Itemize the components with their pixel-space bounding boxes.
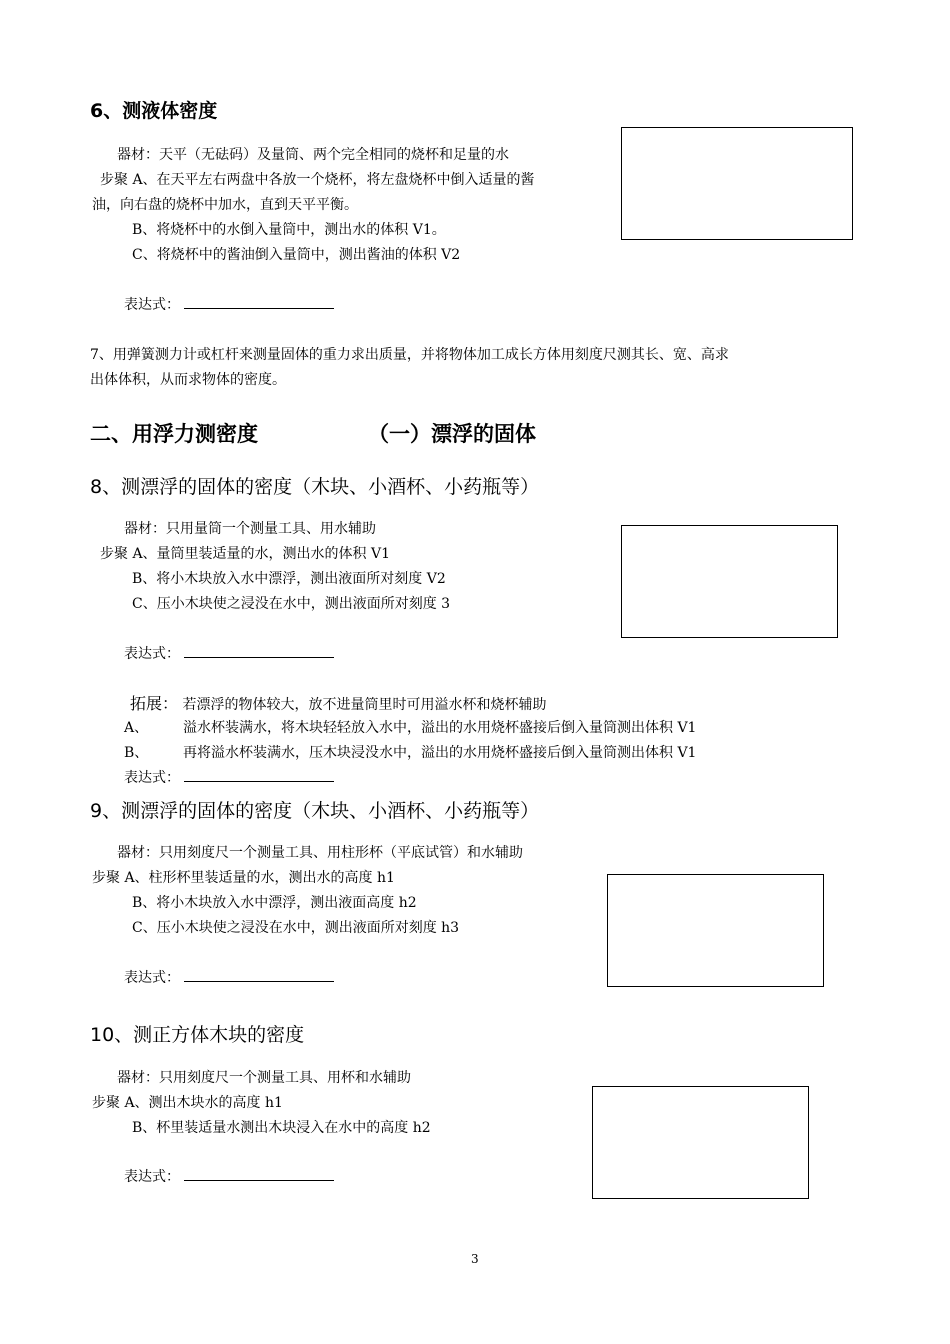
s10-answer-line (184, 1166, 334, 1181)
s10-expr-label: 表达式： (124, 1169, 180, 1185)
section-6-title: 6、测液体密度 (90, 100, 218, 122)
section-2-title: 二、用浮力测密度 (90, 422, 258, 446)
section-2-subtitle: （一）漂浮的固体 (368, 422, 536, 446)
s8-expression-2 (124, 767, 334, 787)
s10-materials: 器材：只用刻度尺一个测量工具、用杯和水辅助 (117, 1070, 411, 1086)
s8-expr2-label: 表达式： (124, 770, 180, 786)
s8-expression (124, 643, 334, 663)
s8-step-c: C、压小木块使之浸没在水中，测出液面所对刻度 3 (132, 596, 451, 612)
s9-step-a: 步聚 A、柱形杯里装适量的水，测出水的高度 h1 (92, 870, 395, 886)
s9-answer-line (184, 967, 334, 982)
section-8-title: 8、测漂浮的固体的密度（木块、小酒杯、小药瓶等） (90, 476, 540, 498)
s8-ext-a: 溢水杯装满水，将木块轻轻放入水中，溢出的水用烧杯盛接后倒入量筒测出体积 V1 (183, 720, 697, 736)
s8-ext-a-label: A、 (124, 720, 149, 736)
s10-step-b: B、杯里装适量水测出木块浸入在水中的高度 h2 (132, 1120, 431, 1136)
s6-expression (124, 294, 334, 314)
s6-step-b: B、将烧杯中的水倒入量筒中，测出水的体积 V1。 (132, 222, 446, 238)
s7-line1: 7、用弹簧测力计或杠杆来测量固体的重力求出质量，并将物体加工成长方体用刻度尺测其长、宽、高求 (90, 347, 729, 363)
s8-diagram-box (621, 525, 838, 638)
s8-extension (130, 691, 546, 714)
s9-step-c: C、压小木块使之浸没在水中，测出液面所对刻度 h3 (132, 920, 460, 936)
s8-ext-b-label: B、 (124, 745, 149, 761)
s6-step-a1: 步聚 A、在天平左右两盘中各放一个烧杯，将左盘烧杯中倒入适量的酱 (100, 172, 535, 188)
s8-ext-b: 再将溢水杯装满水，压木块浸没水中，溢出的水用烧杯盛接后倒入量筒测出体积 V1 (183, 745, 697, 761)
s9-diagram-box (607, 874, 824, 987)
s7-line2: 出体体积，从而求物体的密度。 (90, 372, 286, 388)
s8-answer-line-2 (184, 767, 334, 782)
s9-expr-label: 表达式： (124, 970, 180, 986)
s8-materials: 器材：只用量筒一个测量工具、用水辅助 (124, 521, 376, 537)
s6-materials: 器材：天平（无砝码）及量筒、两个完全相同的烧杯和足量的水 (117, 147, 509, 163)
s8-expr-label: 表达式： (124, 646, 180, 662)
section-10-title: 10、测正方体木块的密度 (90, 1024, 305, 1046)
s6-answer-line (184, 294, 334, 309)
s6-expr-label: 表达式： (124, 297, 180, 313)
s9-expression (124, 967, 334, 987)
s6-step-c: C、将烧杯中的酱油倒入量筒中，测出酱油的体积 V2 (132, 247, 461, 263)
s9-step-b: B、将小木块放入水中漂浮，测出液面高度 h2 (132, 895, 417, 911)
s10-step-a: 步聚 A、测出木块水的高度 h1 (92, 1095, 283, 1111)
s9-materials: 器材：只用刻度尺一个测量工具、用柱形杯（平底试管）和水辅助 (117, 845, 523, 861)
s8-answer-line (184, 643, 334, 658)
s8-ext-label: 拓展： (130, 694, 179, 713)
s8-step-a: 步聚 A、量筒里装适量的水，测出水的体积 V1 (100, 546, 391, 562)
s8-ext-text: 若漂浮的物体较大，放不进量筒里时可用溢水杯和烧杯辅助 (182, 697, 547, 713)
s6-diagram-box (621, 127, 853, 240)
s8-step-b: B、将小木块放入水中漂浮，测出液面所对刻度 V2 (132, 571, 446, 587)
s10-expression (124, 1166, 334, 1186)
page-number: 3 (471, 1252, 479, 1266)
s10-diagram-box (592, 1086, 809, 1199)
s6-step-a2: 油，向右盘的烧杯中加水，直到天平平衡。 (92, 197, 358, 213)
section-9-title: 9、测漂浮的固体的密度（木块、小酒杯、小药瓶等） (90, 800, 540, 822)
